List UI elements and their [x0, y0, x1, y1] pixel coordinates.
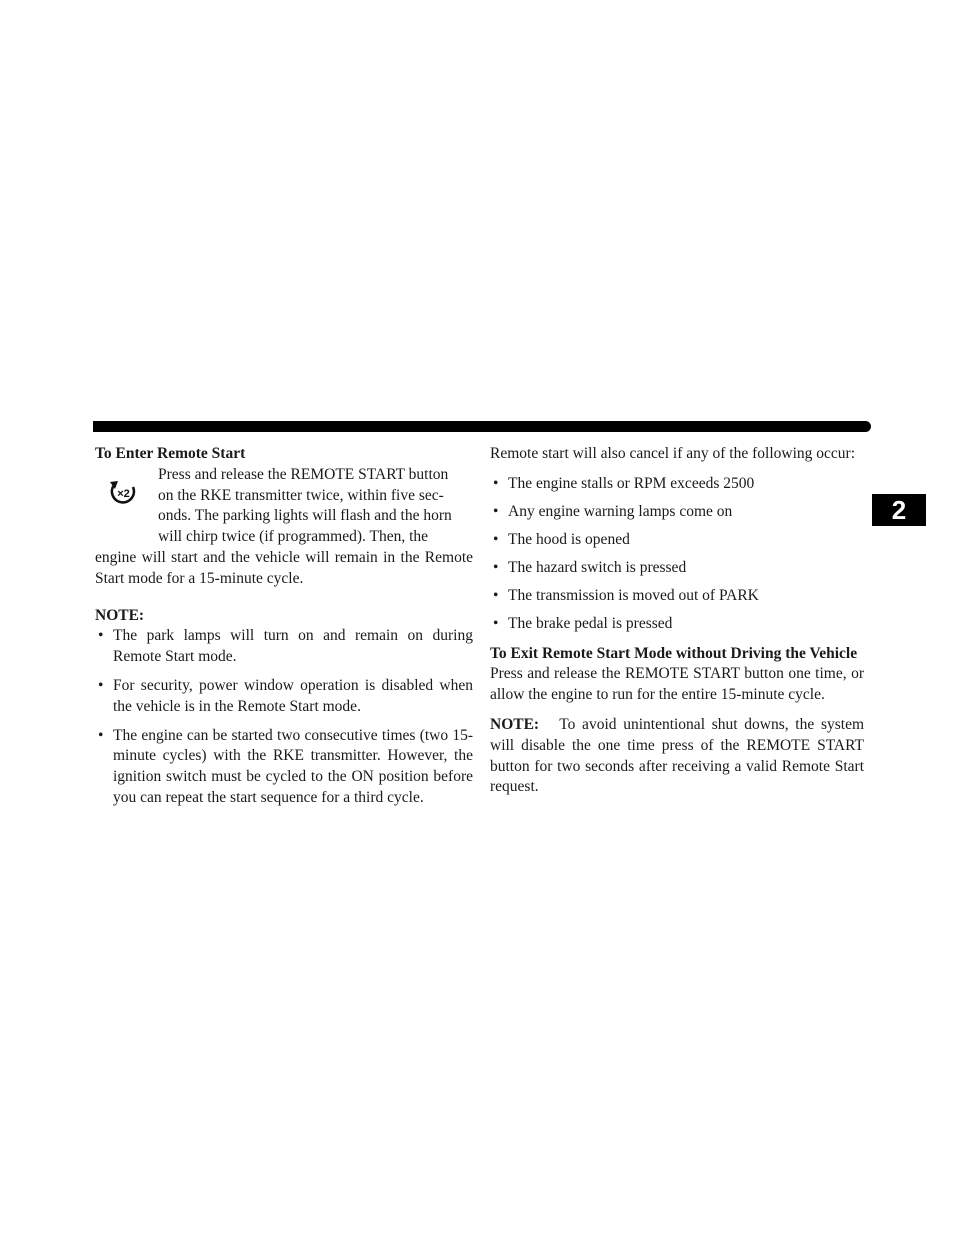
enter-remote-start-section: [95, 444, 473, 590]
left-column: [95, 444, 473, 809]
right-column: [490, 444, 864, 798]
section-title: THINGS TO KNOW BEFORE STARTING YOUR VEHICLE: [537, 421, 841, 433]
intro-tail: engine will start and the vehicle will remain in the Remote Start mode for a 15-minute cycle.: [95, 548, 473, 587]
list-item: • The hazard switch is pressed: [493, 558, 687, 576]
list-item-text: The hazard switch is pressed: [508, 558, 687, 576]
list-item: • The engine stalls or RPM exceeds 2500: [493, 474, 755, 492]
list-item: • The park lamps will turn on and remain on during Remote Start mode.: [98, 627, 473, 666]
cancel-conditions-list: [490, 474, 864, 635]
intro-line-1: Press and release the REMOTE START button: [158, 465, 449, 483]
list-item-text: For security, power window operation is disabled when the vehicle is in the Remote Start mode.: [113, 676, 473, 715]
note-label: NOTE:: [95, 606, 145, 624]
intro-line-4: will chirp twice (if programmed). Then, the: [158, 528, 429, 546]
list-item-text: The hood is opened: [508, 530, 630, 548]
list-item: • The hood is opened: [493, 530, 630, 548]
section-header-title: [490, 417, 863, 437]
list-item: • For security, power window operation is disabled when the vehicle is in the Remote Start mode.: [98, 676, 473, 715]
icon-label: ×2: [117, 488, 130, 500]
exit-note-text: To avoid unintentional shut downs, the system will disable the one time press of the REMOTE START button for two seconds after receiving a valid Remote Start request.: [490, 715, 865, 796]
list-item-text: The engine stalls or RPM exceeds 2500: [508, 474, 755, 492]
exit-note-paragraph: [490, 715, 864, 798]
intro-line-3: onds. The parking lights will flash and the horn: [158, 507, 452, 525]
remote-start-x2-icon: [108, 478, 138, 506]
list-item: • The transmission is moved out of PARK: [493, 586, 759, 604]
cancel-intro: Remote start will also cancel if any of the following occur:: [490, 445, 855, 462]
exit-remote-start-heading: To Exit Remote Start Mode without Driving the Vehicle: [490, 644, 858, 662]
remote-start-notes-list: [95, 626, 473, 808]
list-item: • The engine can be started two consecutive times (two 15-minute cycles) with the RKE transmitter. However, the ignition switch must be cycled to the ON position before you can repeat the start sequence for a third cycle.: [98, 726, 473, 806]
list-item-text: The engine can be started two consecutive times (two 15-minute cycles) with the RKE transmitter. However, the ignition switch must be cycled to the ON position before you can repeat the start sequence for a third cycle.: [113, 726, 473, 806]
list-item-text: The transmission is moved out of PARK: [508, 586, 759, 604]
list-item-text: The park lamps will turn on and remain on during Remote Start mode.: [113, 627, 473, 666]
enter-remote-start-heading: To Enter Remote Start: [95, 445, 246, 462]
list-item-text: The brake pedal is pressed: [508, 614, 673, 632]
note-label: NOTE:: [490, 715, 540, 733]
chapter-tab: 2: [872, 494, 926, 526]
exit-remote-start-text: Press and release the REMOTE START button one time, or allow the engine to run for the entire 15-minute cycle.: [490, 665, 864, 704]
page-number: 25: [850, 421, 863, 433]
list-item: • Any engine warning lamps come on: [493, 502, 733, 520]
list-item-text: Any engine warning lamps come on: [508, 502, 733, 520]
list-item: • The brake pedal is pressed: [493, 614, 673, 632]
intro-line-2: on the RKE transmitter twice, within five sec-: [158, 486, 444, 504]
